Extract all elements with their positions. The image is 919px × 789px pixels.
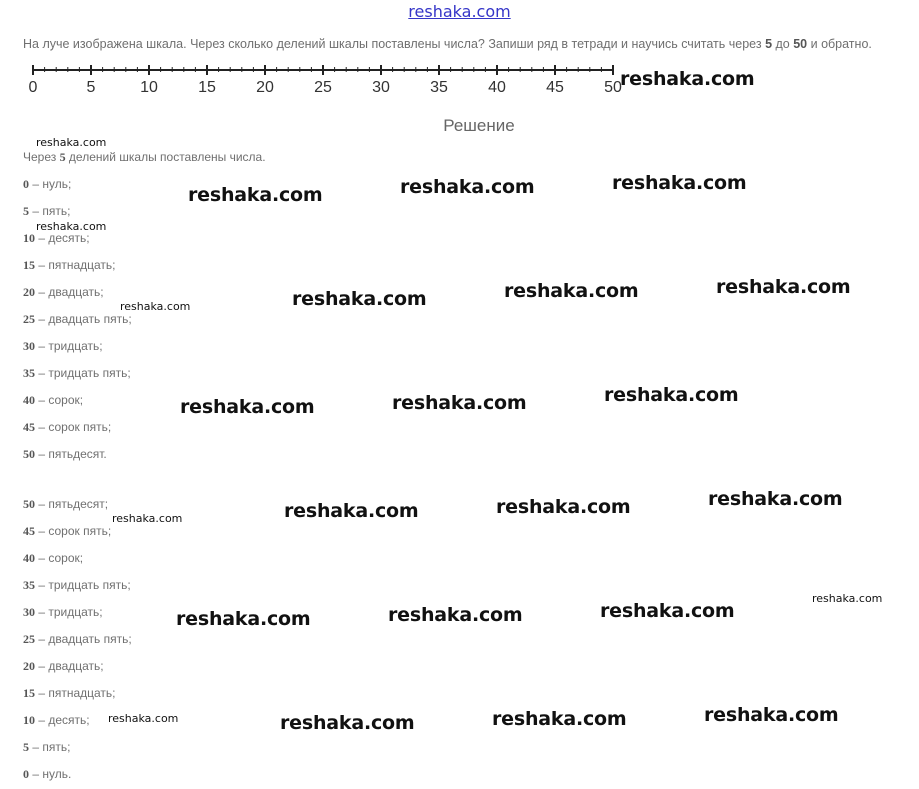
list-number: 15	[23, 686, 35, 700]
list-word: – сорок;	[35, 393, 84, 407]
watermark: reshaka.com	[120, 300, 191, 313]
list-number: 15	[23, 258, 35, 272]
scale-label: 15	[198, 79, 216, 96]
list-word: – тридцать;	[35, 339, 103, 353]
watermark: reshaka.com	[392, 392, 527, 414]
list-number: 20	[23, 659, 35, 673]
list-number: 40	[23, 551, 35, 565]
descending-item	[23, 740, 70, 755]
list-number: 45	[23, 420, 35, 434]
list-word: – нуль.	[29, 767, 72, 781]
number-scale	[0, 0, 919, 110]
list-word: – нуль;	[29, 177, 72, 191]
task-number-step: 5	[765, 37, 773, 51]
watermark: reshaka.com	[716, 276, 851, 298]
descending-item	[23, 686, 116, 701]
list-number: 25	[23, 632, 35, 646]
watermark: reshaka.com	[188, 184, 323, 206]
watermark: reshaka.com	[504, 280, 639, 302]
watermark: reshaka.com	[36, 220, 107, 233]
descending-item	[23, 659, 104, 674]
watermark: reshaka.com	[292, 288, 427, 310]
list-number: 25	[23, 312, 35, 326]
solution-intro: Через 5 делений шкалы поставлены числа.	[23, 150, 266, 164]
list-word: – пять;	[29, 204, 71, 218]
watermark: reshaka.com	[400, 176, 535, 198]
ascending-item	[23, 177, 71, 192]
list-word: – двадцать пять;	[35, 632, 132, 646]
descending-item	[23, 605, 103, 620]
scale-label: 45	[546, 79, 564, 96]
list-number: 45	[23, 524, 35, 538]
list-word: – двадцать;	[35, 285, 104, 299]
list-word: – тридцать пять;	[35, 366, 131, 380]
watermark: reshaka.com	[704, 704, 839, 726]
list-word: – пятнадцать;	[35, 258, 116, 272]
ascending-item	[23, 231, 90, 246]
list-number: 0	[23, 177, 29, 191]
descending-item	[23, 632, 132, 647]
ascending-item	[23, 258, 116, 273]
list-word: – тридцать пять;	[35, 578, 131, 592]
watermark: reshaka.com	[176, 608, 311, 630]
watermark: reshaka.com	[708, 488, 843, 510]
watermark: reshaka.com	[108, 712, 179, 725]
list-word: – десять;	[35, 231, 90, 245]
list-number: 10	[23, 713, 35, 727]
ascending-item	[23, 312, 132, 327]
descending-item	[23, 497, 108, 512]
list-word: – пятьдесят.	[35, 447, 107, 461]
list-number: 30	[23, 605, 35, 619]
site-link[interactable]: reshaka.com	[408, 2, 511, 21]
list-number: 50	[23, 447, 35, 461]
scale-label: 0	[28, 79, 38, 96]
watermark: reshaka.com	[388, 604, 523, 626]
ascending-item	[23, 285, 104, 300]
ascending-item	[23, 393, 83, 408]
watermark: reshaka.com	[284, 500, 419, 522]
watermark: reshaka.com	[812, 592, 883, 605]
list-number: 35	[23, 366, 35, 380]
list-word: – сорок;	[35, 551, 84, 565]
task-number-limit: 50	[793, 37, 808, 51]
ascending-item	[23, 366, 131, 381]
watermark: reshaka.com	[112, 512, 183, 525]
list-number: 30	[23, 339, 35, 353]
ascending-item	[23, 420, 111, 435]
watermark: reshaka.com	[36, 136, 107, 149]
watermark: reshaka.com	[496, 496, 631, 518]
ascending-item	[23, 339, 103, 354]
ascending-item	[23, 447, 107, 462]
descending-item	[23, 578, 131, 593]
list-word: – двадцать;	[35, 659, 104, 673]
list-number: 0	[23, 767, 29, 781]
list-number: 50	[23, 497, 35, 511]
list-word: – двадцать пять;	[35, 312, 132, 326]
list-word: – пять;	[29, 740, 71, 754]
list-word: – сорок пять;	[35, 420, 112, 434]
watermark: reshaka.com	[492, 708, 627, 730]
list-word: – сорок пять;	[35, 524, 112, 538]
scale-label: 35	[430, 79, 448, 96]
scale-label: 40	[488, 79, 506, 96]
watermark: reshaka.com	[604, 384, 739, 406]
watermark: reshaka.com	[180, 396, 315, 418]
scale-label: 20	[256, 79, 274, 96]
list-number: 20	[23, 285, 35, 299]
descending-item	[23, 524, 111, 539]
watermark: reshaka.com	[600, 600, 735, 622]
task-text: На луче изображена шкала. Через сколько делений шкалы поставлены числа? Запиши ряд в тетради и научись считать через 5 до 50 и обратно.	[23, 37, 872, 51]
scale-label: 5	[86, 79, 96, 96]
list-word: – пятьдесят;	[35, 497, 109, 511]
ascending-item	[23, 204, 70, 219]
solution-title: Решение	[443, 116, 515, 135]
watermark: reshaka.com	[612, 172, 747, 194]
scale-label: 30	[372, 79, 390, 96]
scale-label: 50	[604, 79, 622, 96]
list-word: – пятнадцать;	[35, 686, 116, 700]
scale-label: 25	[314, 79, 332, 96]
descending-item	[23, 551, 83, 566]
descending-item	[23, 713, 90, 728]
watermark: reshaka.com	[280, 712, 415, 734]
watermark: reshaka.com	[620, 68, 755, 90]
list-number: 5	[23, 204, 29, 218]
list-number: 5	[23, 740, 29, 754]
list-number: 10	[23, 231, 35, 245]
list-word: – десять;	[35, 713, 90, 727]
list-word: – тридцать;	[35, 605, 103, 619]
scale-label: 10	[140, 79, 158, 96]
list-number: 35	[23, 578, 35, 592]
list-number: 40	[23, 393, 35, 407]
descending-item	[23, 767, 71, 782]
